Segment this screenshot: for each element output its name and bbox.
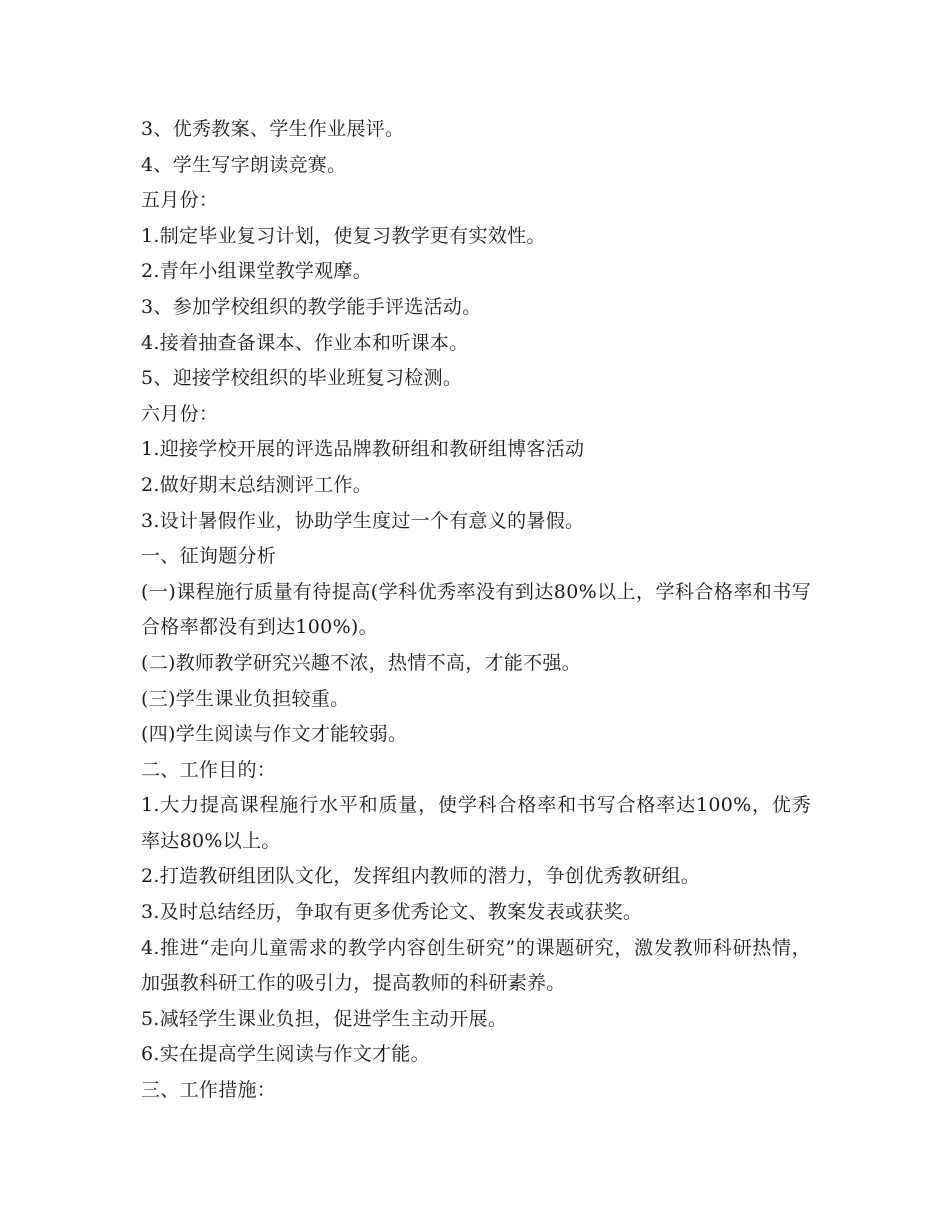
issue-paragraph: (二)教师教学研究兴趣不浓，热情不高，才能不强。 — [141, 651, 582, 674]
text-line: 1.迎接学校开展的评选品牌教研组和教研组博客活动 — [141, 438, 585, 461]
section-heading-goals: 二、工作目的： — [141, 758, 277, 781]
goal-paragraph: 2.打造教研组团队文化，发挥组内教师的潜力，争创优秀教研组。 — [141, 865, 701, 888]
text-line: 2.青年小组课堂教学观摩。 — [141, 260, 373, 283]
text-line: 2.做好期末总结测评工作。 — [141, 473, 373, 496]
text-line: 3、参加学校组织的教学能手评选活动。 — [141, 295, 482, 318]
goal-paragraph: 1.大力提高课程施行水平和质量，使学科合格率和书写合格率达100%，优秀率达80%以上。 — [141, 794, 811, 852]
goal-paragraph: 3.及时总结经历，争取有更多优秀论文、教案发表或获奖。 — [141, 901, 643, 924]
issue-paragraph: (一)课程施行质量有待提高(学科优秀率没有到达80%以上，学科合格率和书写合格率都没有到达100%)。 — [141, 580, 811, 639]
text-line: 1.制定毕业复习计划，使复习教学更有实效性。 — [141, 224, 546, 247]
document-body — [141, 112, 811, 1109]
goal-paragraph: 4.推进“走向儿童需求的教学内容创生研究”的课题研究，激发教师科研热情，加强教科研工作的吸引力，提高教师的科研素养。 — [141, 936, 811, 995]
text-line: 5、迎接学校组织的毕业班复习检测。 — [141, 367, 463, 390]
section-heading-may: 五月份： — [141, 189, 219, 212]
section-heading-measures: 三、工作措施： — [141, 1079, 277, 1102]
text-line: 3、优秀教案、学生作业展评。 — [141, 118, 405, 140]
text-line: 4、学生写字朗读竞赛。 — [141, 153, 347, 176]
issue-paragraph: (四)学生阅读与作文才能较弱。 — [141, 723, 408, 746]
goal-paragraph: 6.实在提高学生阅读与作文才能。 — [141, 1043, 430, 1066]
section-heading-june: 六月份： — [141, 402, 219, 425]
issue-paragraph: (三)学生课业负担较重。 — [141, 687, 350, 710]
text-line: 3.设计暑假作业，协助学生度过一个有意义的暑假。 — [141, 509, 585, 532]
goal-paragraph: 5.减轻学生课业负担，促进学生主动开展。 — [141, 1007, 508, 1030]
section-heading-problems: 一、征询题分析 — [141, 545, 277, 568]
text-line: 4.接着抽查备课本、作业本和听课本。 — [141, 331, 469, 354]
